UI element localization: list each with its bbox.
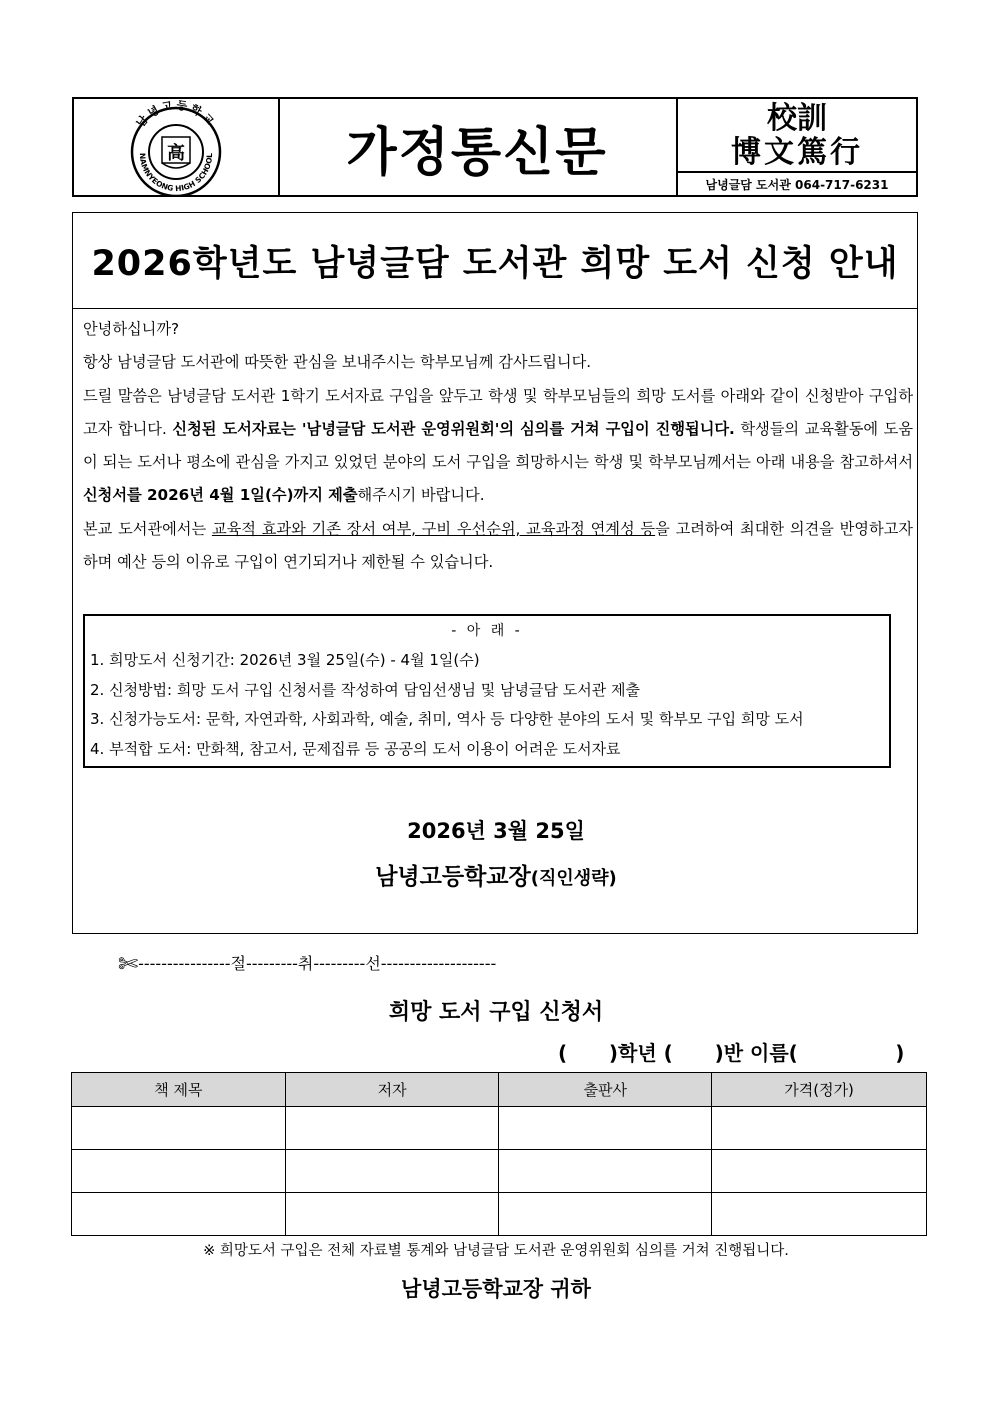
cell-publisher[interactable]	[499, 1107, 712, 1150]
library-contact: 남녕글담 도서관 064-717-6231	[705, 177, 889, 192]
paragraph-criteria-text-a: 본교 도서관에서는	[83, 519, 212, 538]
detail-item-eligible: 3. 신청가능도서: 문학, 자연과학, 사회과학, 예술, 취미, 역사 등 다양한 분야의 도서 및 학부모 구입 희망 도서	[90, 710, 804, 728]
details-heading: - 아 래 -	[451, 623, 523, 639]
cell-author[interactable]	[285, 1193, 499, 1236]
table-row	[72, 1150, 927, 1193]
paragraph-thanks: 항상 남녕글담 도서관에 따뜻한 관심을 보내주시는 학부모님께 감사드립니다.	[83, 353, 592, 372]
detail-item-method: 2. 신청방법: 희망 도서 구입 신청서를 작성하여 담임선생님 및 남녕글담 도서관 제출	[90, 680, 640, 699]
student-info-fields: ( )학년 ( )반 이름( )	[558, 1041, 905, 1065]
school-motto	[678, 99, 916, 173]
cell-author[interactable]	[285, 1107, 499, 1150]
notice-date: 2026년 3월 25일	[407, 819, 585, 843]
signer-note: (직인생략)	[530, 868, 617, 889]
column-header-price: 가격(정가)	[712, 1073, 927, 1107]
paragraph-request-text-c: 해주시기 바랍니다.	[357, 486, 485, 505]
cell-publisher[interactable]	[499, 1150, 712, 1193]
column-header-publisher: 출판사	[499, 1073, 712, 1107]
cell-price[interactable]	[712, 1107, 927, 1150]
details-box	[83, 614, 891, 768]
cell-title[interactable]	[72, 1193, 286, 1236]
motto-label: 校訓	[767, 101, 827, 136]
motto-text: 博文篤行	[731, 135, 863, 170]
notice-box	[72, 212, 918, 934]
column-header-title: 책 제목	[72, 1073, 286, 1107]
detail-item-period: 1. 희망도서 신청기간: 2026년 3월 25일(수) - 4월 1일(수)	[90, 651, 480, 669]
paragraph-request	[83, 380, 913, 513]
notice-title: 2026학년도 남녕글담 도서관 희망 도서 신청 안내	[73, 213, 917, 309]
logo-korean-text: 남녕고등학교	[133, 99, 219, 130]
cell-publisher[interactable]	[499, 1193, 712, 1236]
notice-body	[83, 313, 913, 579]
logo-english-text: NAMNYEONG HIGH SCHOOL	[137, 152, 215, 194]
detail-item-ineligible: 4. 부적합 도서: 만화책, 참고서, 문제집류 등 공공의 도서 이용이 어려운 도서자료	[90, 739, 621, 758]
table-row	[72, 1107, 927, 1150]
notice-signer	[73, 858, 919, 891]
cell-title[interactable]	[72, 1150, 286, 1193]
paragraph-criteria-underline: 교육적 효과와 기존 장서 여부, 구비 우선순위, 교육과정 연계성 등	[211, 519, 656, 538]
paragraph-request-text-b: 학생들의 교육활동에 도움이 되는 도서나 평소에 관심을 가지고 있었던 분야의 도서 구입을 희망하시는 학생 및 학부모님께서는 아래 내용을 참고하셔서	[83, 419, 914, 472]
scissors-icon: ✄	[118, 950, 139, 978]
form-addressee: 남녕고등학교장 귀하	[401, 1277, 591, 1301]
greeting: 안녕하십니까?	[83, 320, 180, 338]
paragraph-request-bold-deadline: 신청서를 2026년 4월 1일(수)까지 제출	[83, 486, 358, 505]
newsletter-title: 가정통신문	[278, 99, 678, 195]
column-header-author: 저자	[285, 1073, 499, 1107]
cell-author[interactable]	[285, 1150, 499, 1193]
form-footnote: ※ 희망도서 구입은 전체 자료별 통계와 남녕글담 도서관 운영위원회 심의를 거쳐 진행됩니다.	[203, 1243, 789, 1259]
request-table	[71, 1072, 927, 1236]
cell-price[interactable]	[712, 1150, 927, 1193]
school-emblem-icon	[74, 99, 278, 195]
paragraph-request-text-a: 드릴 말씀은 남녕글담 도서관 1학기 도서자료 구입을 앞두고 학생 및 학부모님들의 희망 도서를 아래와 같이 신청받아 구입하고자 합니다.	[83, 386, 913, 438]
school-logo-cell	[74, 99, 280, 195]
paragraph-request-bold-review: 신청된 도서자료는 '남녕글담 도서관 운영위원회'의 심의를 거쳐 구입이 진행됩니다.	[172, 419, 735, 438]
paragraph-criteria	[83, 513, 913, 580]
cut-line	[118, 950, 496, 978]
paragraph-criteria-text-b: 을 고려하여 최대한 의견을 반영하고자 하며 예산 등의 이유로 구입이 연기되거나 제한될 수 있습니다.	[83, 519, 913, 572]
table-header-row	[72, 1073, 927, 1107]
logo-center-char: 高	[167, 143, 185, 164]
cell-title[interactable]	[72, 1107, 286, 1150]
cut-line-text: ----------------절---------취---------선--------------------	[138, 954, 497, 973]
signer-name: 남녕고등학교장	[375, 864, 531, 890]
form-title: 희망 도서 구입 신청서	[388, 1000, 604, 1025]
cell-price[interactable]	[712, 1193, 927, 1236]
newsletter-header	[72, 97, 918, 197]
table-row	[72, 1193, 927, 1236]
